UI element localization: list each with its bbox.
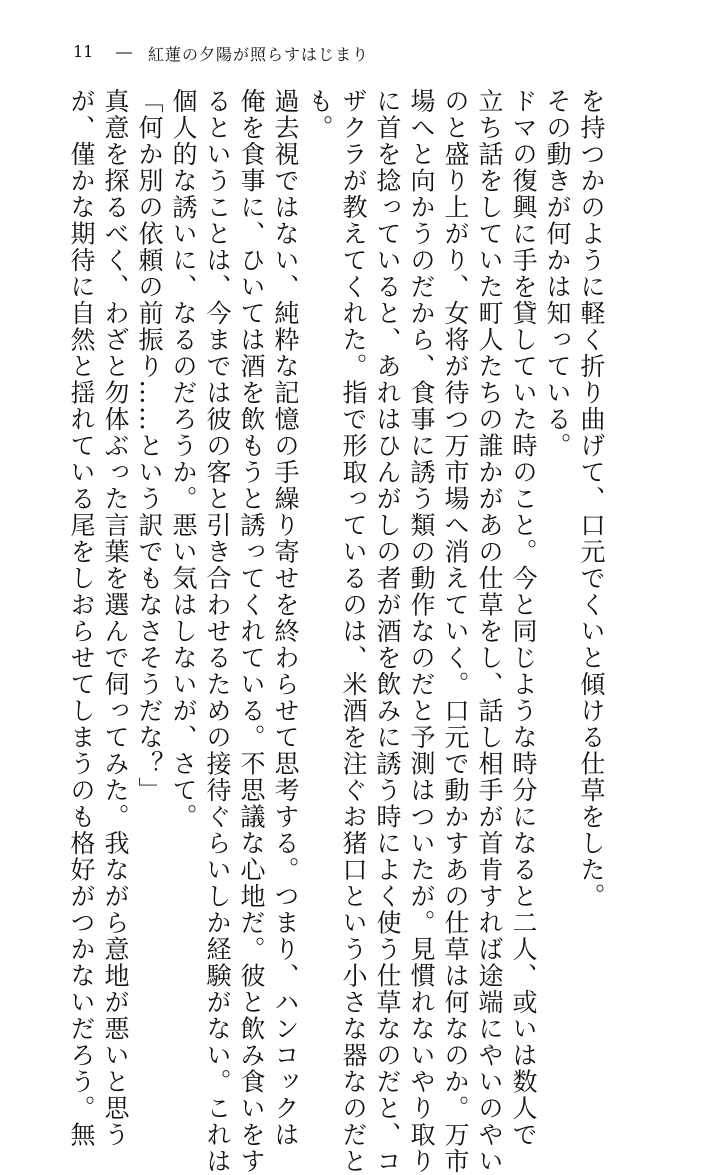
text-line: に首を捻っていると、あれはひんがしの者が酒を飲みに誘う時によく使う仕草なのだと、コ [373,88,402,1175]
text-line: ザクラが教えてくれた。指で形取っているのは、米酒を注ぐお猪口という小さな器なのだと [339,88,368,1175]
header-dash: ― [116,42,132,61]
chapter-title: 紅蓮の夕陽が照らすはじまり [148,45,370,64]
text-line: 「何か別の依頼の前振り……という訳でもなさそうだな？」 [135,88,164,804]
text-line: のと盛り上がり、女将が待つ万市場へ消えていく。口元で動かすあの仕草は何なのか。万市 [441,88,470,1175]
text-line: が、僅かな期待に自然と揺れている尾をしおらせてしまうのも格好がつかないだろう。無 [67,88,96,1148]
text-line: を持つかのように軽く折り曲げて、口元でくいと傾ける仕草をした。 [577,88,606,910]
text-line: 過去視ではない、純粋な記憶の手繰り寄せを終わらせて思考する。つまり、ハンコックは [271,88,300,1148]
vertical-body-text [67,88,608,1175]
text-line: 個人的な誘いに、なるのだろうか。悪い気はしないが、さて。 [169,88,198,830]
text-line: 立ち話をしていた町人たちの誰かがあの仕草をし、話し相手が首肯すれば途端にやいのやい [475,88,504,1175]
text-line: るということは、今までは彼の客と引き合わせるための接待ぐらいしか経験がない。これは [203,88,232,1175]
running-header [0,42,724,68]
text-line: 真意を探るべく、わざと勿体ぶった言葉を選んで伺ってみた。我ながら意地が悪いと思う [101,88,130,1148]
text-line: その動きが何かは知っている。 [543,88,572,459]
text-line: ドマの復興に手を貸していた時のこと。今と同じような時分になると二人、或いは数人で [509,88,538,1148]
text-line: 場へと向かうのだから、食事に誘う類の動作なのだと予測はついたが。見慣れないやり取り [407,88,436,1175]
text-line: 俺を食事に、ひいては酒を飲もうと誘ってくれている。不思議な心地だ。彼と飲み食いをす [237,88,266,1175]
page-number: 11 [73,42,94,61]
text-line: も。 [305,88,334,141]
